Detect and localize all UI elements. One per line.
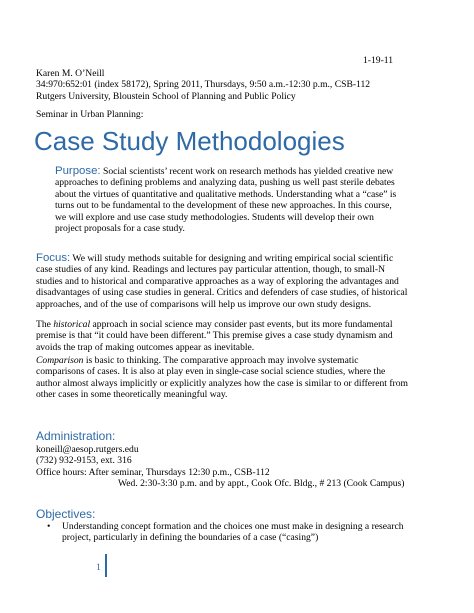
focus-line: studies and to historical and comparative approaches as a way of exploring the advantages and [36,275,399,287]
objectives-list [47,521,404,544]
page-title: Case Study Methodologies [34,126,345,156]
historical-line [36,319,393,330]
historical-line: premise is that “it could have been different.” This premise gives a case study dynamism and [36,330,393,342]
purpose-line [55,166,396,177]
institution: Rutgers University, Bloustein School of Planning and Public Policy [36,90,296,102]
historical-pre: The [36,319,54,330]
administration-block [36,444,404,490]
purpose-first-line: Social scientists’ recent work on research methods has yielded creative new [100,166,394,177]
purpose-label: Purpose: [55,165,101,177]
comparison-line: other cases in some theoretically meaningful way. [36,389,228,401]
comparison-term: Comparison [36,355,84,366]
purpose-paragraph [55,166,396,234]
focus-line: case studies of any kind. Readings and lectures pay particular attention, though, to small-N [36,264,386,276]
focus-first-line: We will study methods suitable for designing and writing empirical social scientific [70,253,394,264]
document-date: 1-19-11 [363,55,394,66]
historical-paragraph [36,319,393,353]
list-item [47,521,404,544]
purpose-line: approaches to defining problems and analyzing data, pushing us well past sterile debates [55,177,395,189]
purpose-line: turns out to be fundamental to the development of these new approaches. In this course, [55,200,392,212]
administration-heading: Administration: [36,429,116,443]
historical-post: approach in social science may consider past events, but its more fundamental [90,319,393,330]
focus-line [36,253,407,264]
comparison-line: author almost always implicitly or explicitly analyzes how the case is similar to or different from [36,377,409,389]
office-hours-line: Office hours: After seminar, Thursdays 12:30 p.m., CSB-112 [36,466,270,478]
objective-line: project, particularly in defining the boundaries of a case (“casing”) [62,532,319,544]
instructor-name: Karen M. O’Neill [36,68,105,79]
bullet-icon: • [47,521,51,532]
historical-term: historical [53,319,91,330]
comparison-paragraph [36,355,408,401]
seminar-label: Seminar in Urban Planning: [36,109,144,120]
course-info: 34:970:652:01 (index 58172), Spring 2011, Thursdays, 9:50 a.m.-12:30 p.m., CSB-112 [36,79,371,91]
historical-line: avoids the trap of making outcomes appear as inevitable. [36,341,255,353]
contact-email: koneill@aesop.rutgers.edu [36,444,139,455]
objective-line: Understanding concept formation and the choices one must make in designing a research [62,521,404,532]
purpose-line: about the virtues of quantitative and qualitative methods. Understanding what a “case” is [55,188,397,200]
objectives-heading: Objectives: [36,507,96,521]
office-hours-line: Wed. 2:30-3:30 p.m. and by appt., Cook Ofc. Bldg., # 213 (Cook Campus) [118,478,405,490]
focus-line: disadvantages of using case studies in general. Critics and defenders of case studies, of historical [36,287,408,299]
contact-phone: (732) 932-9153, ext. 316 [36,455,132,467]
course-header [36,68,370,102]
page-number-divider [105,554,107,577]
comparison-line: comparisons of cases. It is also at play even in single-case social science studies, where the [36,366,386,378]
purpose-line: project proposals for a case study. [55,223,185,235]
focus-label: Focus: [36,252,71,264]
comparison-line [36,355,408,366]
page-number: 1 [96,562,101,573]
focus-paragraph [36,253,407,310]
focus-line: approaches, and of the use of comparisons will help us improve our own study designs. [36,298,372,310]
purpose-line: we will explore and use case study methodologies. Students will develop their own [55,211,374,223]
comparison-post: is basic to thinking. The comparative approach may involve systematic [83,355,359,366]
